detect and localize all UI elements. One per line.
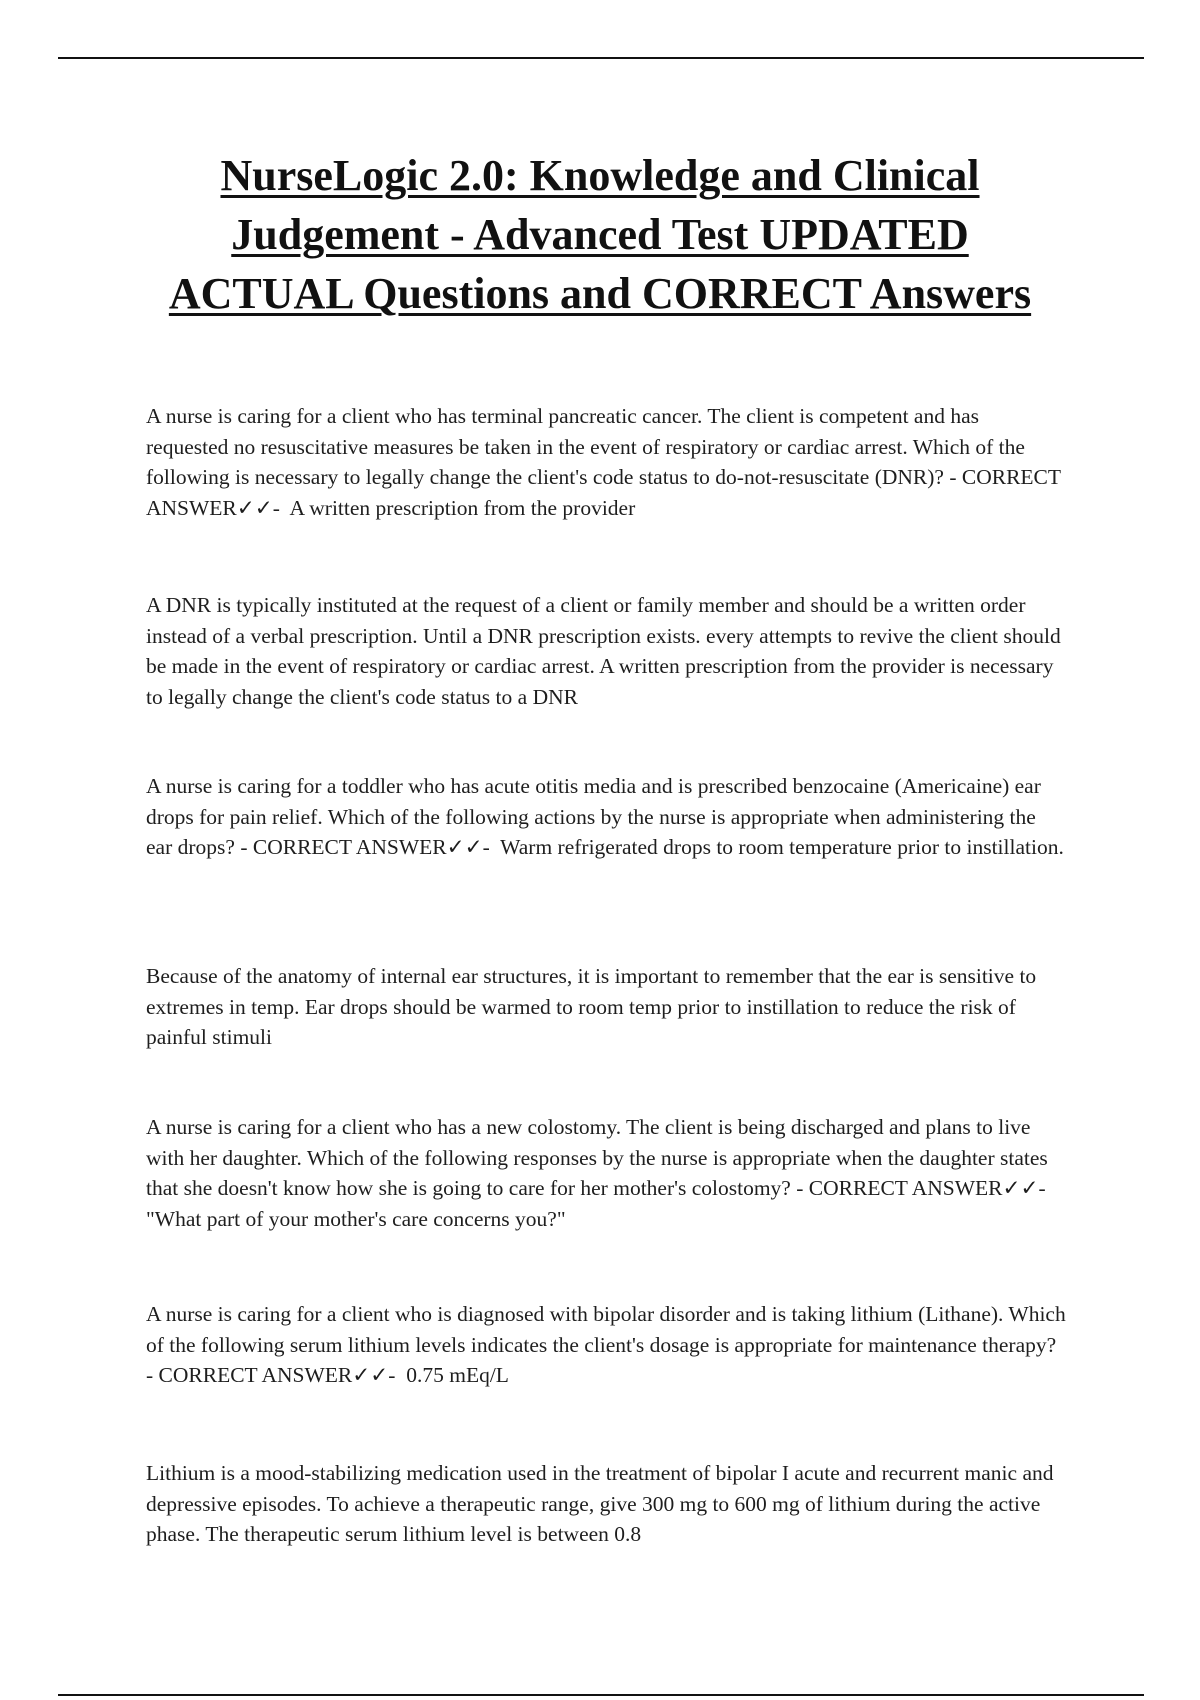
header-rule — [58, 57, 1144, 59]
question-text: A nurse is caring for a toddler who has acute otitis media and is prescribed benzocaine (Americaine) ear drops for pain relief. Which of the following actions by the nurse is appropriate when administering the ear drops? — [146, 774, 1041, 859]
question-block-3 — [146, 1112, 1066, 1234]
question-block-4 — [146, 1299, 1066, 1391]
answer-text: Warm refrigerated drops to room temperature prior to instillation. — [500, 835, 1064, 859]
answer-text: A written prescription from the provider — [289, 495, 636, 520]
question-block-1 — [146, 401, 1066, 523]
question-block-2 — [146, 771, 1066, 863]
answer-text: 0.75 mEq/L — [406, 1363, 509, 1387]
answer-marker: - CORRECT ANSWER✓✓- — [796, 1176, 1046, 1200]
footer-rule — [58, 1694, 1144, 1696]
answer-marker: - CORRECT ANSWER✓✓- — [146, 465, 1061, 520]
question-text: A nurse is caring for a client who has terminal pancreatic cancer. The client is competent and has requested no resuscitative measures be taken in the event of respiratory or cardiac arrest. Which of the following is necessary to legally change the client's code status to do-not-resuscitate (DNR)? — [146, 404, 1025, 489]
answer-text: "What part of your mother's care concerns you?" — [146, 1206, 566, 1231]
rationale-block-1: A DNR is typically instituted at the request of a client or family member and should be a written order instead of a verbal prescription. Until a DNR prescription exists. every attempts to revive the client should be made in the event of respiratory or cardiac arrest. A written prescription from the provider is necessary to legally change the client's code status to a DNR — [146, 593, 1061, 709]
rationale-block-4: Lithium is a mood-stabilizing medication used in the treatment of bipolar I acute and recurrent manic and depressive episodes. To achieve a therapeutic range, give 300 mg to 600 mg of lithium during the active phase. The therapeutic serum lithium level is between 0.8 — [146, 1461, 1054, 1546]
answer-marker: - CORRECT ANSWER✓✓- — [240, 835, 490, 859]
question-text: A nurse is caring for a client who is diagnosed with bipolar disorder and is taking lithium (Lithane). Which of the following serum lithium levels indicates the client's dosage is appropriate for maintenance therapy? — [146, 1302, 1066, 1357]
rationale-block-2: Because of the anatomy of internal ear structures, it is important to remember that the ear is sensitive to extremes in temp. Ear drops should be warmed to room temp prior to instillation to reduce the risk of painful stimuli — [146, 964, 1037, 1049]
question-text: A nurse is caring for a client who has a new colostomy. The client is being discharged and plans to live with her daughter. Which of the following responses by the nurse is appropriate when the daughter states that she doesn't know how she is going to care for her mother's colostomy? — [146, 1115, 1048, 1200]
document-title: NurseLogic 2.0: Knowledge and Clinical Judgement - Advanced Test UPDATED ACTUAL Questions and CORRECT Answers — [168, 151, 1032, 318]
answer-marker: - CORRECT ANSWER✓✓- — [146, 1363, 396, 1387]
